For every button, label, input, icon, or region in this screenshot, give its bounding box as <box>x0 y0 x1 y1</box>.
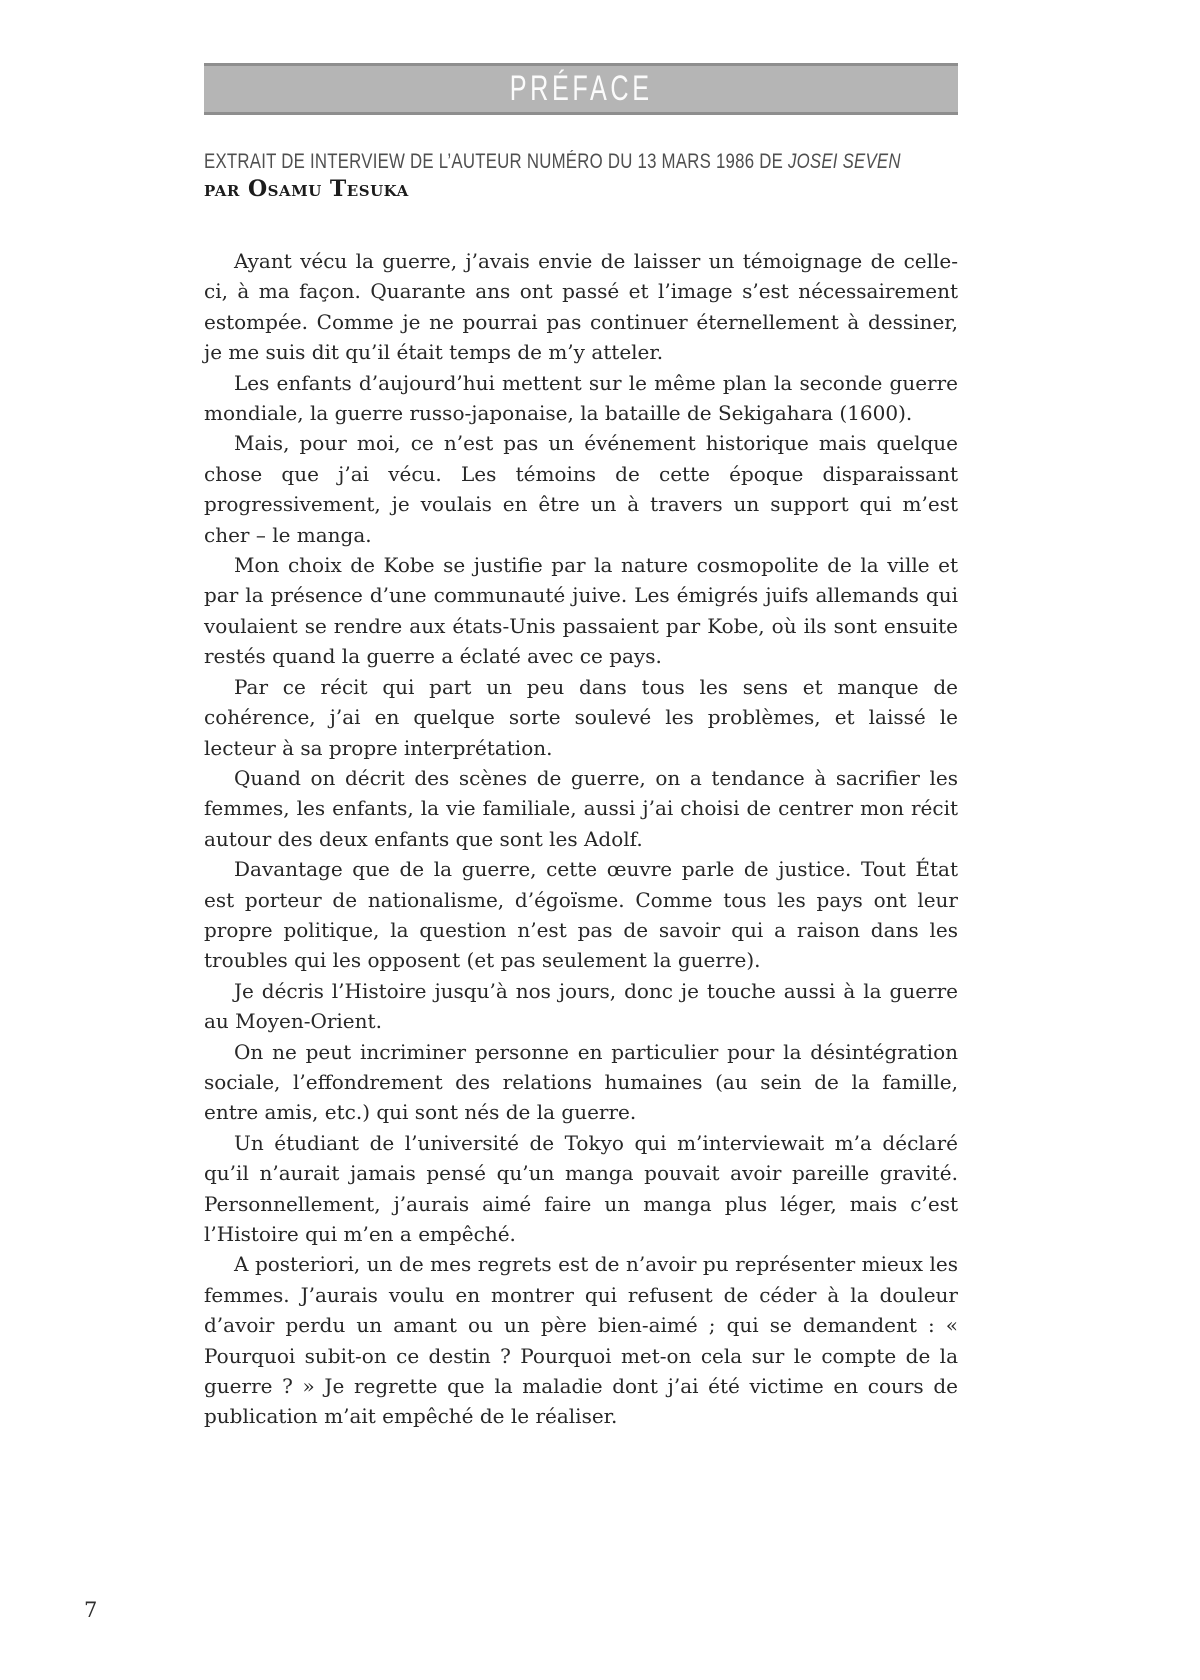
body-paragraph: Quand on décrit des scènes de guerre, on a tendance à sacrifier les femmes, les enfants, la vie familiale, aussi j’ai choisi de centrer mon récit autour des deux enfants que sont les Adolf. <box>204 765 958 851</box>
page-number: 7 <box>84 1598 98 1622</box>
interview-source-magazine: JOSEI SEVEN <box>787 150 901 173</box>
body-paragraph: Par ce récit qui part un peu dans tous les sens et manque de cohérence, j’ai en quelque sorte soulevé les problèmes, et laissé le lecteur à sa propre interprétation. <box>204 674 958 760</box>
body-paragraph: Mais, pour moi, ce n’est pas un événement historique mais quelque chose que j’ai vécu. Les témoins de cette époque disparaissant progressivement, je voulais en être un à travers un support qui m’est cher – le manga. <box>204 431 958 547</box>
preface-body <box>204 246 958 1432</box>
author-byline: par Osamu Tesuka <box>204 176 409 202</box>
body-paragraph: Je décris l’Histoire jusqu’à nos jours, donc je touche aussi à la guerre au Moyen-Orient. <box>204 978 958 1034</box>
body-paragraph: Un étudiant de l’université de Tokyo qui m’interviewait m’a déclaré qu’il n’aurait jamais pensé qu’un manga pouvait avoir pareille gravité. Personnellement, j’aurais aimé faire un manga plus léger, mais c’est l’Histoire qui m’en a empêché. <box>204 1130 958 1246</box>
body-paragraph: On ne peut incriminer personne en particulier pour la désintégration sociale, l’effondrement des relations humaines (au sein de la famille, entre amis, etc.) qui sont nés de la guerre. <box>204 1039 958 1125</box>
body-paragraph: Davantage que de la guerre, cette œuvre parle de justice. Tout État est porteur de nationalisme, d’égoïsme. Comme tous les pays ont leur propre politique, la question n’est pas de savoir qui a raison dans les troubles qui les opposent (et pas seulement la guerre). <box>204 857 958 973</box>
body-paragraph: Ayant vécu la guerre, j’avais envie de laisser un témoignage de celle-ci, à ma façon. Quarante ans ont passé et l’image s’est nécessairement estompée. Comme je ne pourrai pas continuer éternellement à dessiner, je me suis dit qu’il était temps de m’y atteler. <box>204 249 958 365</box>
body-paragraph: Les enfants d’aujourd’hui mettent sur le même plan la seconde guerre mondiale, la guerre russo-japonaise, la bataille de Sekigahara (1600). <box>204 370 958 426</box>
chapter-title-bar <box>204 63 958 115</box>
chapter-title: PRÉFACE <box>509 69 653 108</box>
interview-source-line <box>204 150 958 174</box>
interview-source-text <box>204 150 901 174</box>
interview-source-regular: EXTRAIT DE INTERVIEW DE L’AUTEUR NUMÉRO DU 13 MARS 1986 DE <box>204 150 788 173</box>
body-paragraph: Mon choix de Kobe se justifie par la nature cosmopolite de la ville et par la présence d’une communauté juive. Les émigrés juifs allemands qui voulaient se rendre aux états-Unis passaient par Kobe, où ils sont ensuite restés quand la guerre a éclaté avec ce pays. <box>204 553 958 669</box>
body-paragraph: A posteriori, un de mes regrets est de n’avoir pu représenter mieux les femmes. J’aurais voulu en montrer qui refusent de céder à la douleur d’avoir perdu un amant ou un père bien-aimé ; qui se demandent : « Pourquoi subit-on ce destin ? Pourquoi met-on cela sur le compte de la guerre ? » Je regrette que la maladie dont j’ai été victime en cours de publication m’ait empêché de le réaliser. <box>204 1252 958 1429</box>
